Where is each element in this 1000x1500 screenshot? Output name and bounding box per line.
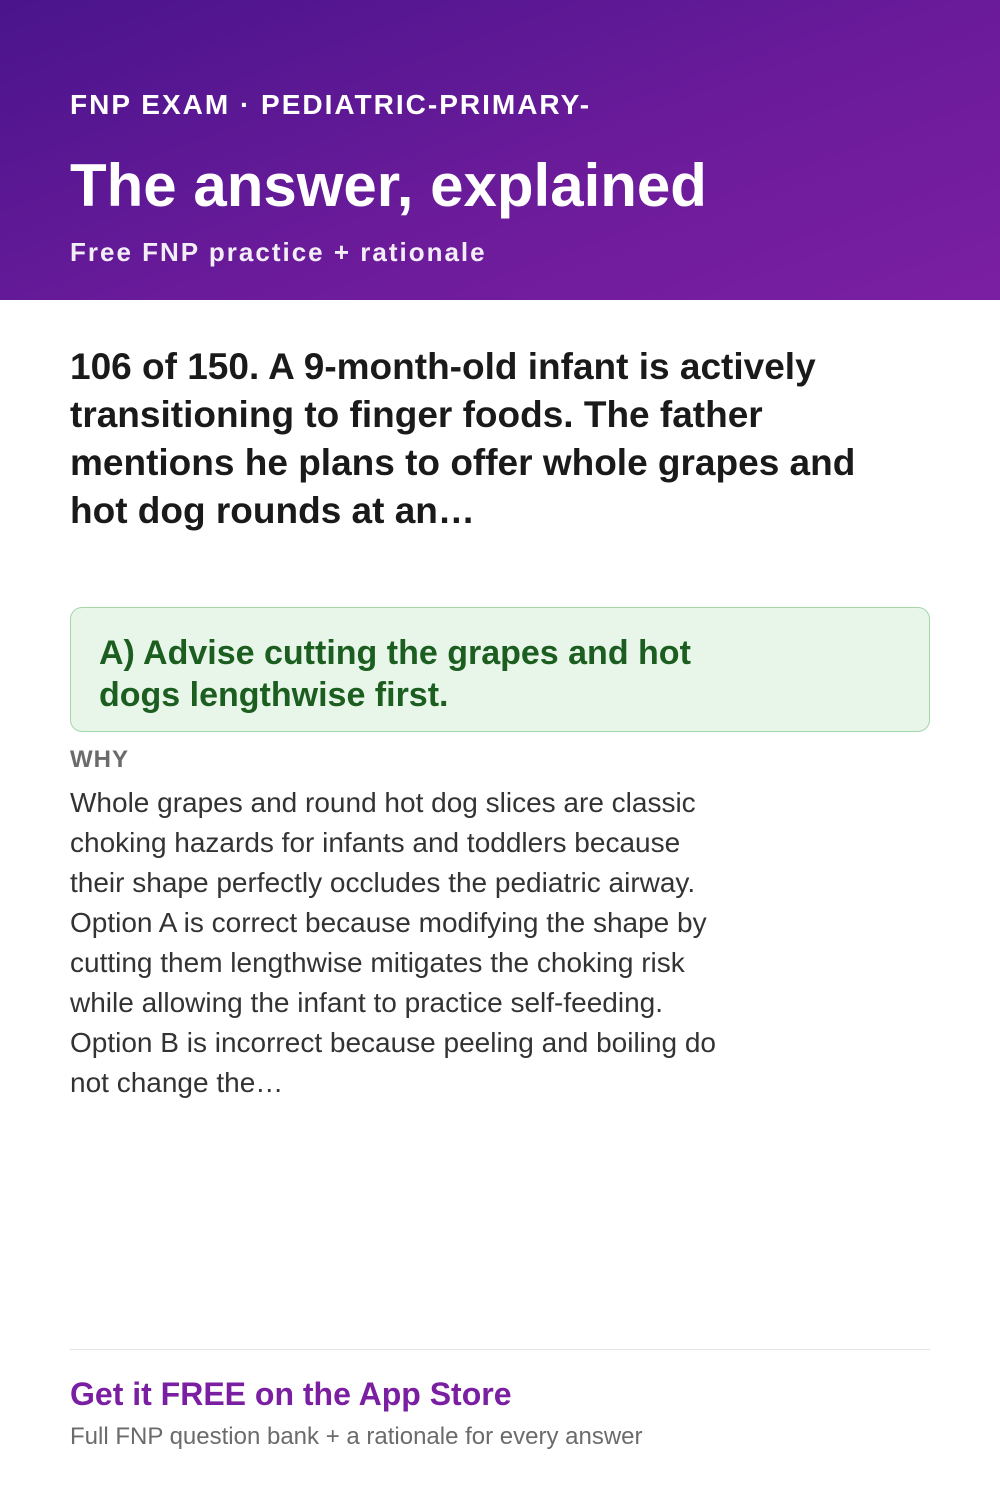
app-store-link[interactable]: Get it FREE on the App Store xyxy=(70,1376,512,1412)
correct-answer-card xyxy=(70,607,930,732)
exam-category-label: FNP EXAM · PEDIATRIC-PRIMARY- xyxy=(70,89,592,120)
rationale-label: WHY xyxy=(70,746,129,773)
app-store-tagline: Full FNP question bank + a rationale for every answer xyxy=(70,1423,643,1450)
page-subtitle: Free FNP practice + rationale xyxy=(70,237,487,267)
header-banner xyxy=(0,0,1000,300)
question-text: 106 of 150. A 9-month-old infant is actively transitioning to finger foods. The father mentions he plans to offer whole grapes and hot dog rounds at an… xyxy=(70,346,856,531)
correct-answer-text: A) Advise cutting the grapes and hot dogs lengthwise first. xyxy=(99,634,691,714)
rationale-text: Whole grapes and round hot dog slices are classic choking hazards for infants and toddlers because their shape perfectly occludes the pediatric airway. Option A is correct because modifying the shape by cutting them lengthwise mitigates the choking risk while allowing the infant to practice self-feeding. Option B is incorrect because peeling and boiling do not change the… xyxy=(70,787,716,1098)
page-title: The answer, explained xyxy=(70,152,707,219)
footer-divider xyxy=(70,1349,930,1350)
